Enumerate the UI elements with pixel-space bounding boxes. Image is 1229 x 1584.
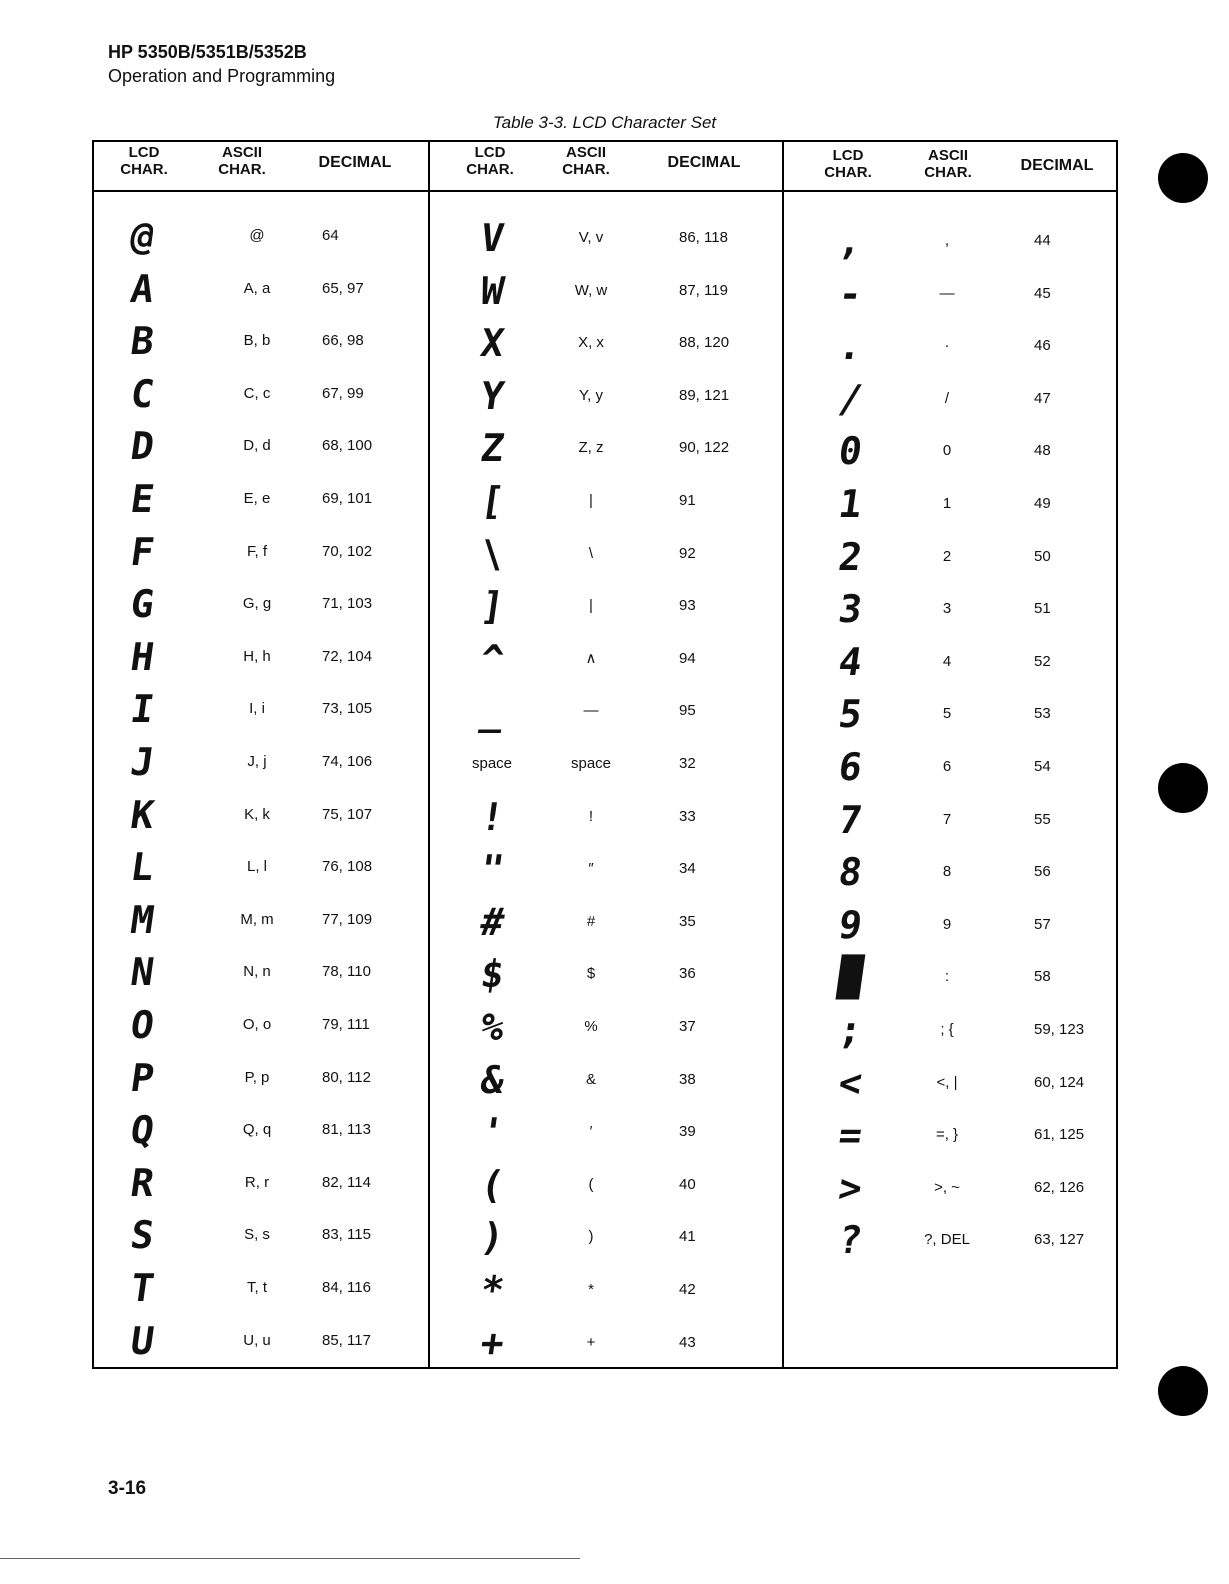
decimal-value: 40: [679, 1175, 696, 1193]
lcd-glyph: [810, 846, 890, 898]
decimal-value: 91: [679, 492, 696, 509]
lcd-glyph: [810, 951, 890, 1003]
decimal-value: 39: [679, 1123, 696, 1141]
decimal-value: 48: [1034, 442, 1051, 460]
ascii-char: 7: [942, 810, 952, 828]
ascii-char: 0: [942, 442, 952, 460]
ascii-char: D, d: [243, 437, 271, 455]
decimal-value: 52: [1034, 652, 1051, 670]
decimal-value: 90, 122: [679, 439, 730, 457]
ascii-char: L, l: [246, 858, 267, 876]
decimal-value: 88, 120: [679, 334, 730, 352]
lcd-glyph-char: Q: [127, 1108, 157, 1153]
header-model: HP 5350B/5351B/5352B: [108, 42, 307, 62]
lcd-glyph-char: █: [835, 955, 865, 1000]
ascii-char: 3: [942, 600, 952, 618]
decimal-value: 59, 123: [1034, 1021, 1085, 1038]
table-row: [94, 373, 1116, 425]
table-row: [94, 320, 1116, 372]
ascii-char: ″: [588, 860, 594, 878]
decimal-value: 34: [679, 860, 696, 878]
decimal-value: 76, 108: [322, 858, 373, 876]
lcd-glyph-char: 5: [835, 692, 865, 737]
th-ascii-char: ASCII CHAR.: [562, 144, 610, 178]
decimal-value: 85, 117: [322, 1331, 371, 1349]
lcd-glyph-char: O: [127, 1003, 157, 1047]
decimal-value: 35: [679, 912, 696, 930]
lcd-glyph: [810, 636, 890, 688]
lcd-glyph-char: U: [127, 1318, 157, 1363]
lcd-glyph-char: -: [835, 271, 865, 316]
ascii-char: 4: [942, 652, 952, 670]
lcd-glyph: [810, 1004, 890, 1056]
ascii-char: G, g: [242, 595, 272, 613]
lcd-glyph: [810, 1214, 890, 1266]
ascii-char: \: [588, 544, 594, 562]
lcd-glyph-char: _: [477, 689, 507, 734]
lcd-glyph-char: /: [835, 376, 865, 421]
decimal-value: 56: [1034, 863, 1051, 881]
ascii-char: ·: [944, 337, 950, 355]
ascii-char: :: [944, 968, 950, 986]
table-row: [94, 1109, 1116, 1161]
decimal-value: 47: [1034, 389, 1051, 407]
lcd-glyph-char: R: [127, 1160, 157, 1205]
lcd-glyph: [454, 1264, 530, 1316]
lcd-glyph-char: V: [477, 216, 507, 260]
decimal-value: 57: [1034, 915, 1051, 933]
lcd-glyph: [810, 425, 890, 477]
lcd-glyph-char: ;: [835, 1008, 865, 1052]
ascii-char: =, }: [935, 1126, 959, 1144]
decimal-value: 71, 103: [322, 595, 373, 613]
table-row: [94, 531, 1116, 583]
ascii-char: K, k: [244, 805, 270, 823]
lcd-character-table: [92, 140, 1118, 1369]
lcd-glyph-char: E: [127, 477, 157, 521]
lcd-glyph: [810, 583, 890, 635]
lcd-glyph-char: =: [835, 1113, 865, 1158]
lcd-glyph-char: %: [477, 1005, 507, 1049]
table-row: [94, 846, 1116, 898]
decimal-value: 89, 121: [679, 386, 730, 404]
lcd-glyph-char: [: [477, 479, 507, 523]
ascii-char: ; {: [940, 1021, 954, 1038]
lcd-glyph-char: I: [127, 687, 157, 732]
ascii-char: I, i: [249, 700, 265, 718]
th-ascii-char: ASCII CHAR.: [218, 144, 266, 178]
decimal-value: 68, 100: [322, 437, 373, 455]
lcd-glyph-char: +: [477, 1320, 507, 1365]
decimal-value: 84, 116: [322, 1279, 371, 1296]
decimal-value: 94: [679, 649, 696, 667]
lcd-glyph: [810, 1057, 890, 1109]
ascii-char: A, a: [243, 279, 271, 297]
ascii-char: space: [570, 755, 612, 772]
header-divider: [94, 190, 1116, 192]
decimal-value: 95: [679, 702, 696, 720]
lcd-glyph-char: &: [477, 1057, 507, 1102]
lcd-glyph: [810, 899, 890, 951]
ascii-char: !: [588, 807, 594, 825]
lcd-glyph-char: $: [477, 952, 507, 997]
decimal-value: 64: [322, 227, 339, 244]
ascii-char: X, x: [578, 334, 604, 352]
ascii-char: O, o: [242, 1016, 272, 1033]
decimal-value: 42: [679, 1281, 696, 1298]
decimal-value: 78, 110: [322, 963, 371, 981]
lcd-glyph-char: X: [477, 321, 507, 366]
decimal-value: 43: [679, 1333, 696, 1351]
th-decimal: DECIMAL: [318, 154, 392, 171]
lcd-glyph-char: space: [471, 755, 513, 772]
table-row: [94, 741, 1116, 793]
ascii-char: 9: [942, 915, 952, 933]
decimal-value: 61, 125: [1034, 1126, 1085, 1144]
decimal-value: 58: [1034, 968, 1051, 986]
lcd-glyph-char: @: [127, 214, 157, 258]
decimal-value: 69, 101: [322, 490, 373, 507]
binder-hole: [1158, 153, 1208, 203]
th-ascii-char: ASCII CHAR.: [924, 147, 972, 181]
table-row: [94, 583, 1116, 635]
decimal-value: 37: [679, 1018, 696, 1035]
lcd-glyph-char: >: [835, 1165, 865, 1210]
lcd-glyph-char: !: [477, 794, 507, 839]
lcd-glyph-char: <: [835, 1060, 865, 1105]
page-header: [108, 40, 335, 88]
decimal-value: 75, 107: [322, 805, 373, 823]
lcd-glyph-char: (: [477, 1162, 507, 1207]
decimal-value: 77, 109: [322, 910, 373, 928]
lcd-glyph: [810, 688, 890, 740]
lcd-glyph-char: #: [477, 899, 507, 944]
lcd-glyph-char: ): [477, 1215, 507, 1260]
ascii-char: <, |: [936, 1073, 958, 1091]
lcd-glyph-char: ,: [835, 219, 865, 263]
lcd-glyph-char: *: [477, 1268, 507, 1312]
th-decimal: DECIMAL: [667, 154, 741, 171]
ascii-char: S, s: [244, 1226, 270, 1244]
th-lcd-char: LCD CHAR.: [120, 144, 168, 178]
table-row: [94, 951, 1116, 1003]
lcd-glyph-char: S: [127, 1213, 157, 1258]
ascii-char: C, c: [243, 384, 271, 402]
lcd-glyph-char: L: [127, 845, 157, 890]
ascii-char: —: [583, 702, 599, 720]
table-row: [94, 478, 1116, 530]
lcd-glyph-char: M: [127, 897, 157, 942]
binder-hole: [1158, 763, 1208, 813]
table-row: [94, 899, 1116, 951]
decimal-value: 92: [679, 544, 696, 562]
lcd-glyph-char: 6: [835, 745, 865, 789]
lcd-glyph-char: H: [127, 634, 157, 679]
decimal-value: 38: [679, 1070, 696, 1088]
lcd-glyph-char: 3: [835, 587, 865, 632]
lcd-glyph-char: Z: [477, 426, 507, 471]
decimal-value: 41: [679, 1228, 696, 1246]
lcd-glyph-char: ?: [835, 1218, 865, 1263]
table-row: [94, 1264, 1116, 1316]
table-row: [94, 425, 1116, 477]
lcd-glyph-char: D: [127, 424, 157, 469]
decimal-value: 54: [1034, 758, 1051, 775]
ascii-char: ,: [944, 232, 950, 249]
ascii-char: Q, q: [242, 1121, 272, 1139]
lcd-glyph-char: K: [127, 792, 157, 837]
ascii-char: +: [586, 1333, 596, 1351]
lcd-glyph-char: W: [477, 268, 507, 313]
binder-hole: [1158, 1366, 1208, 1416]
ascii-char: H, h: [243, 647, 271, 665]
ascii-char: —: [939, 284, 955, 302]
ascii-char: T, t: [246, 1279, 267, 1296]
ascii-char: B, b: [243, 332, 271, 350]
table-row: [94, 1057, 1116, 1109]
ascii-char: ?, DEL: [924, 1231, 970, 1249]
lcd-glyph-char: G: [127, 582, 157, 627]
ascii-char: E, e: [243, 490, 271, 507]
lcd-glyph-char: 9: [835, 902, 865, 947]
decimal-value: 46: [1034, 337, 1051, 355]
lcd-glyph-char: B: [127, 319, 157, 364]
decimal-value: 65, 97: [322, 279, 364, 297]
lcd-glyph-char: 1: [835, 482, 865, 526]
ascii-char: F, f: [246, 542, 267, 560]
lcd-glyph-char: Y: [477, 373, 507, 418]
lcd-glyph-char: ]: [477, 584, 507, 629]
table-row: [94, 636, 1116, 688]
decimal-value: 80, 112: [322, 1068, 371, 1086]
ascii-char: P, p: [244, 1068, 270, 1086]
ascii-char: ′: [589, 1123, 593, 1141]
ascii-char: @: [249, 227, 265, 244]
decimal-value: 49: [1034, 495, 1051, 512]
ascii-char: 1: [942, 495, 952, 512]
table-row: [94, 1162, 1116, 1214]
lcd-glyph-char: .: [835, 324, 865, 369]
lcd-glyph-char: 0: [835, 429, 865, 474]
ascii-char: |: [589, 492, 593, 509]
decimal-value: 86, 118: [679, 229, 728, 246]
ascii-char: #: [586, 912, 596, 930]
decimal-value: 81, 113: [322, 1121, 371, 1139]
decimal-value: 79, 111: [322, 1016, 370, 1033]
lcd-glyph: [810, 268, 890, 320]
table-caption-text: Table 3-3. LCD Character Set: [492, 113, 717, 132]
ascii-char: &: [585, 1070, 596, 1088]
ascii-char: W, w: [574, 281, 608, 299]
ascii-char: 8: [942, 863, 952, 881]
decimal-value: 62, 126: [1034, 1178, 1085, 1196]
ascii-char: V, v: [578, 229, 604, 246]
table-row: [94, 688, 1116, 740]
lcd-glyph-char: C: [127, 371, 157, 416]
decimal-value: 87, 119: [679, 281, 728, 299]
lcd-glyph-char: N: [127, 950, 157, 995]
lcd-glyph: [810, 215, 890, 267]
lcd-glyph: [810, 531, 890, 583]
lcd-glyph-char: ^: [477, 636, 507, 681]
ascii-char: J, j: [247, 753, 267, 770]
decimal-value: 63, 127: [1034, 1231, 1085, 1249]
decimal-value: 50: [1034, 547, 1051, 565]
decimal-value: 70, 102: [322, 542, 373, 560]
decimal-value: 44: [1034, 232, 1051, 249]
decimal-value: 93: [679, 597, 696, 615]
decimal-value: 51: [1034, 600, 1051, 618]
bottom-rule: [0, 1558, 580, 1559]
lcd-glyph: [810, 741, 890, 793]
ascii-char: 6: [942, 758, 952, 775]
lcd-glyph-char: F: [127, 529, 157, 574]
lcd-glyph: [810, 320, 890, 372]
lcd-glyph-char: 7: [835, 797, 865, 842]
lcd-glyph-char: \: [477, 531, 507, 576]
ascii-char: %: [584, 1018, 598, 1035]
decimal-value: 32: [679, 755, 696, 772]
decimal-value: 45: [1034, 284, 1051, 302]
ascii-char: 2: [942, 547, 952, 565]
lcd-glyph: [810, 478, 890, 530]
header-section: Operation and Programming: [108, 66, 336, 86]
decimal-value: 36: [679, 965, 696, 983]
lcd-glyph: [810, 1162, 890, 1214]
ascii-char: M, m: [240, 910, 274, 928]
ascii-char: R, r: [244, 1173, 270, 1191]
decimal-value: 83, 115: [322, 1226, 371, 1244]
lcd-glyph-char: ': [477, 1110, 507, 1155]
ascii-char: Y, y: [579, 386, 603, 404]
decimal-value: 53: [1034, 705, 1051, 723]
lcd-glyph: [810, 1109, 890, 1161]
ascii-char: U, u: [243, 1331, 271, 1349]
decimal-value: 60, 124: [1034, 1073, 1085, 1091]
table-row: [94, 1004, 1116, 1056]
lcd-glyph: [810, 794, 890, 846]
lcd-glyph-char: 8: [835, 850, 865, 895]
ascii-char: |: [589, 597, 593, 615]
lcd-glyph-char: T: [127, 1266, 157, 1310]
lcd-glyph-char: P: [127, 1055, 157, 1100]
ascii-char: 5: [942, 705, 952, 723]
table-row: [94, 215, 1116, 267]
ascii-char: N, n: [243, 963, 271, 981]
table-row: [94, 268, 1116, 320]
ascii-char: (: [588, 1175, 594, 1193]
lcd-glyph: [810, 373, 890, 425]
decimal-value: 74, 106: [322, 753, 373, 770]
th-lcd-char: LCD CHAR.: [466, 144, 514, 178]
table-row: [94, 794, 1116, 846]
decimal-value: 82, 114: [322, 1173, 371, 1191]
lcd-glyph-char: A: [127, 266, 157, 311]
decimal-value: 72, 104: [322, 647, 373, 665]
th-lcd-char: LCD CHAR.: [824, 147, 872, 181]
ascii-char: /: [944, 389, 950, 407]
lcd-glyph-char: J: [127, 740, 157, 784]
ascii-char: ∧: [585, 649, 597, 667]
ascii-char: ): [588, 1228, 594, 1246]
lcd-glyph: [454, 1317, 530, 1369]
lcd-glyph-char: 2: [835, 534, 865, 579]
decimal-value: 66, 98: [322, 332, 364, 350]
decimal-value: 33: [679, 807, 696, 825]
page-number: 3-16: [108, 1478, 147, 1499]
table-row: [94, 1317, 1116, 1369]
lcd-glyph-char: ": [477, 847, 507, 892]
ascii-char: Z, z: [578, 439, 604, 457]
table-caption: [0, 113, 1229, 133]
decimal-value: 55: [1034, 810, 1051, 828]
ascii-char: $: [586, 965, 596, 983]
lcd-glyph-char: 4: [835, 639, 865, 684]
th-decimal: DECIMAL: [1020, 157, 1094, 174]
decimal-value: 67, 99: [322, 384, 364, 402]
ascii-char: >, ~: [934, 1178, 960, 1196]
ascii-char: *: [588, 1281, 594, 1298]
table-row: [94, 1214, 1116, 1266]
decimal-value: 73, 105: [322, 700, 373, 718]
